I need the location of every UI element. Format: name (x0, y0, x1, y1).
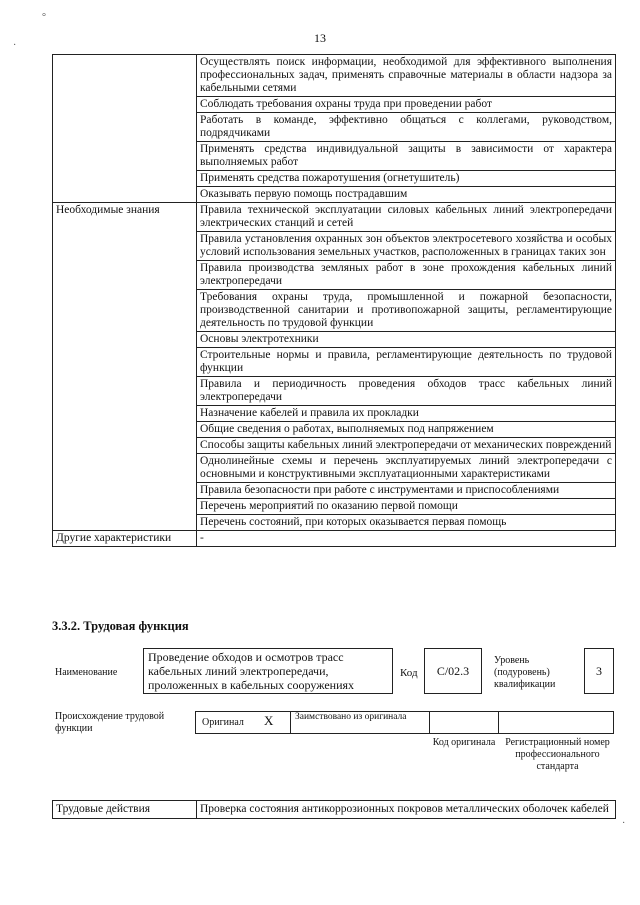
requirement-item: Основы электротехники (197, 332, 616, 348)
borrowed-label: Заимствовано из оригинала (295, 712, 407, 722)
scan-mark: ° (42, 12, 46, 23)
name-label: Наименование (55, 667, 118, 678)
level-value: 3 (584, 648, 614, 694)
code-label: Код (400, 667, 418, 679)
function-code-value: С/02.3 (424, 648, 482, 694)
requirement-item: Способы защиты кабельных линий электропередачи от механических повреждений (197, 438, 616, 454)
table-row (53, 55, 616, 97)
original-label: Оригинал (202, 717, 244, 728)
requirement-item: Перечень состояний, при которых оказывается первая помощь (197, 515, 616, 531)
requirement-item: Применять средства пожаротушения (огнетушитель) (197, 171, 616, 187)
requirement-item: Перечень мероприятий по оказанию первой помощи (197, 499, 616, 515)
requirement-category: Необходимые знания (53, 203, 197, 531)
requirement-item: Осуществлять поиск информации, необходимой для эффективного выполнения профессиональных задач, применять справочные материалы в области надзора за кабельными сетями (197, 55, 616, 97)
original-cell (196, 712, 291, 733)
reg-number-caption: Регистрационный номер профессионального стандарта (505, 737, 610, 772)
requirement-item: Строительные нормы и правила, регламентирующие деятельность по трудовой функции (197, 348, 616, 377)
requirement-category (53, 55, 197, 203)
code-original-caption: Код оригинала (432, 737, 496, 748)
borrowed-cell (291, 712, 430, 733)
origin-label: Происхождение трудовой функции (55, 711, 165, 734)
table-row (53, 203, 616, 232)
table-row (53, 531, 616, 547)
original-mark: X (264, 713, 274, 728)
requirement-item: Общие сведения о работах, выполняемых под напряжением (197, 422, 616, 438)
requirement-item: Оказывать первую помощь пострадавшим (197, 187, 616, 203)
section-heading: 3.3.2. Трудовая функция (52, 619, 189, 633)
page-number: 13 (314, 31, 326, 45)
code-original-cell (430, 712, 499, 733)
actions-label: Трудовые действия (53, 801, 197, 819)
requirement-item: Требования охраны труда, промышленной и пожарной безопасности, производственной санитарии и противопожарной защиты, регламентирующие деятельность по трудовой функции (197, 290, 616, 332)
requirement-item: Работать в команде, эффективно общаться с коллегами, руководством, подрядчиками (197, 113, 616, 142)
level-label: Уровень (подуровень) квалификации (494, 655, 556, 690)
actions-table (52, 800, 616, 819)
reg-number-cell (499, 712, 613, 733)
requirement-item: Правила и периодичность проведения обходов трасс кабельных линий электропередачи (197, 377, 616, 406)
requirement-item: Правила безопасности при работе с инструментами и приспособлениями (197, 483, 616, 499)
function-name-value: Проведение обходов и осмотров трасс кабельных линий электропередачи, проложенных в кабельных сооружениях (143, 648, 393, 694)
scan-mark: · (13, 40, 17, 51)
actions-value: Проверка состояния антикоррозионных покровов металлических оболочек кабелей (197, 801, 616, 819)
requirement-item: Назначение кабелей и правила их прокладки (197, 406, 616, 422)
requirement-item: - (197, 531, 616, 547)
origin-row (195, 711, 614, 734)
requirement-item: Применять средства индивидуальной защиты в зависимости от характера выполняемых работ (197, 142, 616, 171)
scan-mark: · (622, 818, 626, 829)
requirement-item: Правила производства земляных работ в зоне прохождения кабельных линий электропередачи (197, 261, 616, 290)
requirement-item: Правила технической эксплуатации силовых кабельных линий электропередачи электрических станций и сетей (197, 203, 616, 232)
requirement-item: Однолинейные схемы и перечень эксплуатируемых линий электропередачи с основными и конструктивными эксплуатационными характеристиками (197, 454, 616, 483)
requirements-table (52, 54, 616, 547)
requirement-category: Другие характеристики (53, 531, 197, 547)
requirement-item: Правила установления охранных зон объектов электросетевого хозяйства и особых условий использования земельных участков, расположенных в границах таких зон (197, 232, 616, 261)
requirement-item: Соблюдать требования охраны труда при проведении работ (197, 97, 616, 113)
table-row (53, 801, 616, 819)
